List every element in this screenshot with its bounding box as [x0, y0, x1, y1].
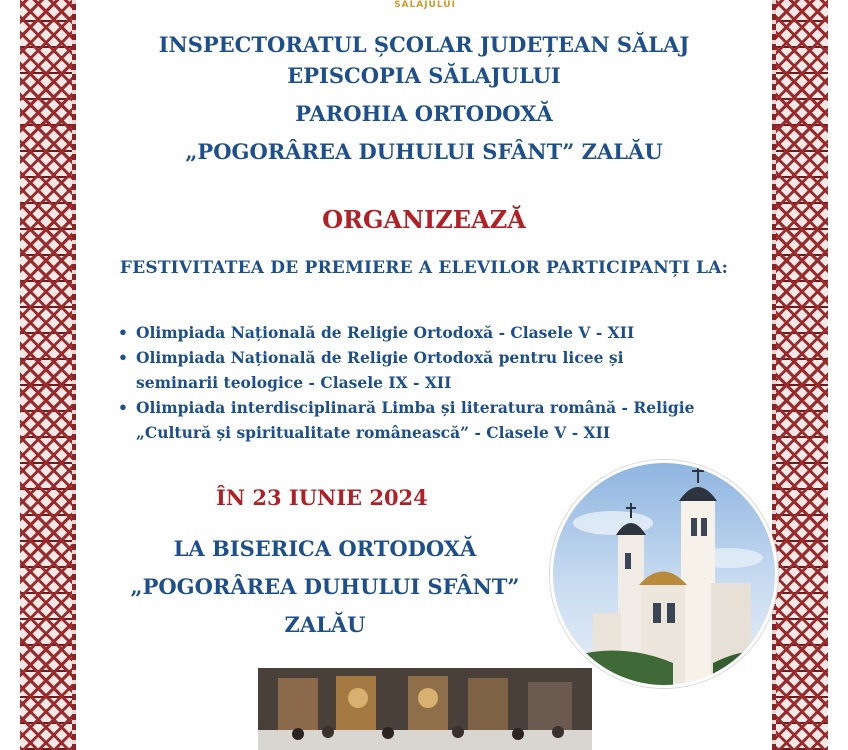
header-line-episcopate: EPISCOPIA SĂLAJULUI — [287, 63, 561, 88]
list-item — [118, 320, 768, 345]
venue-line-2: „POGORÂREA DUHULUI SFÂNT” — [130, 574, 520, 599]
venue-line-1: LA BISERICA ORTODOXĂ — [173, 536, 477, 561]
olympiad-line: Olimpiada Națională de Religie Ortodoxă pentru licee și — [136, 348, 624, 367]
header-line-church-name: „POGORÂREA DUHULUI SFÂNT” ZALĂU — [185, 139, 663, 164]
olympiad-line: Olimpiada Națională de Religie Ortodoxă - Clasele V - XII — [136, 323, 635, 342]
left-ornamental-border — [20, 0, 72, 750]
olympiad-list — [118, 320, 768, 445]
olympiad-line: Olimpiada interdisciplinară Limba și literatura română - Religie — [136, 398, 695, 417]
group-photo — [258, 668, 592, 750]
olympiad-line-continued: „Cultură și spiritualitate românească” - Clasele V - XII — [136, 423, 611, 442]
right-ornamental-border — [776, 0, 828, 750]
header-line-inspectorate: INSPECTORATUL ȘCOLAR JUDEȚEAN SĂLAJ — [158, 32, 690, 57]
bullet-icon: • — [118, 398, 128, 417]
bullet-icon: • — [118, 323, 128, 342]
list-item — [118, 345, 768, 395]
festivity-heading: FESTIVITATEA DE PREMIERE A ELEVILOR PARTICIPANȚI LA: — [119, 258, 729, 278]
church-illustration — [553, 463, 775, 685]
list-item — [118, 395, 768, 445]
church-photo — [550, 460, 778, 688]
event-date: ÎN 23 IUNIE 2024 — [216, 485, 428, 510]
olympiad-line-continued: seminarii teologice - Clasele IX - XII — [136, 373, 452, 392]
bullet-icon: • — [118, 348, 128, 367]
organizes-heading: ORGANIZEAZĂ — [322, 205, 526, 234]
header-line-parish: PAROHIA ORTODOXĂ — [295, 101, 553, 126]
group-photo-illustration — [258, 668, 592, 750]
venue-line-3: ZALĂU — [284, 612, 366, 637]
logo-text: SĂLAJULUI — [394, 0, 456, 10]
